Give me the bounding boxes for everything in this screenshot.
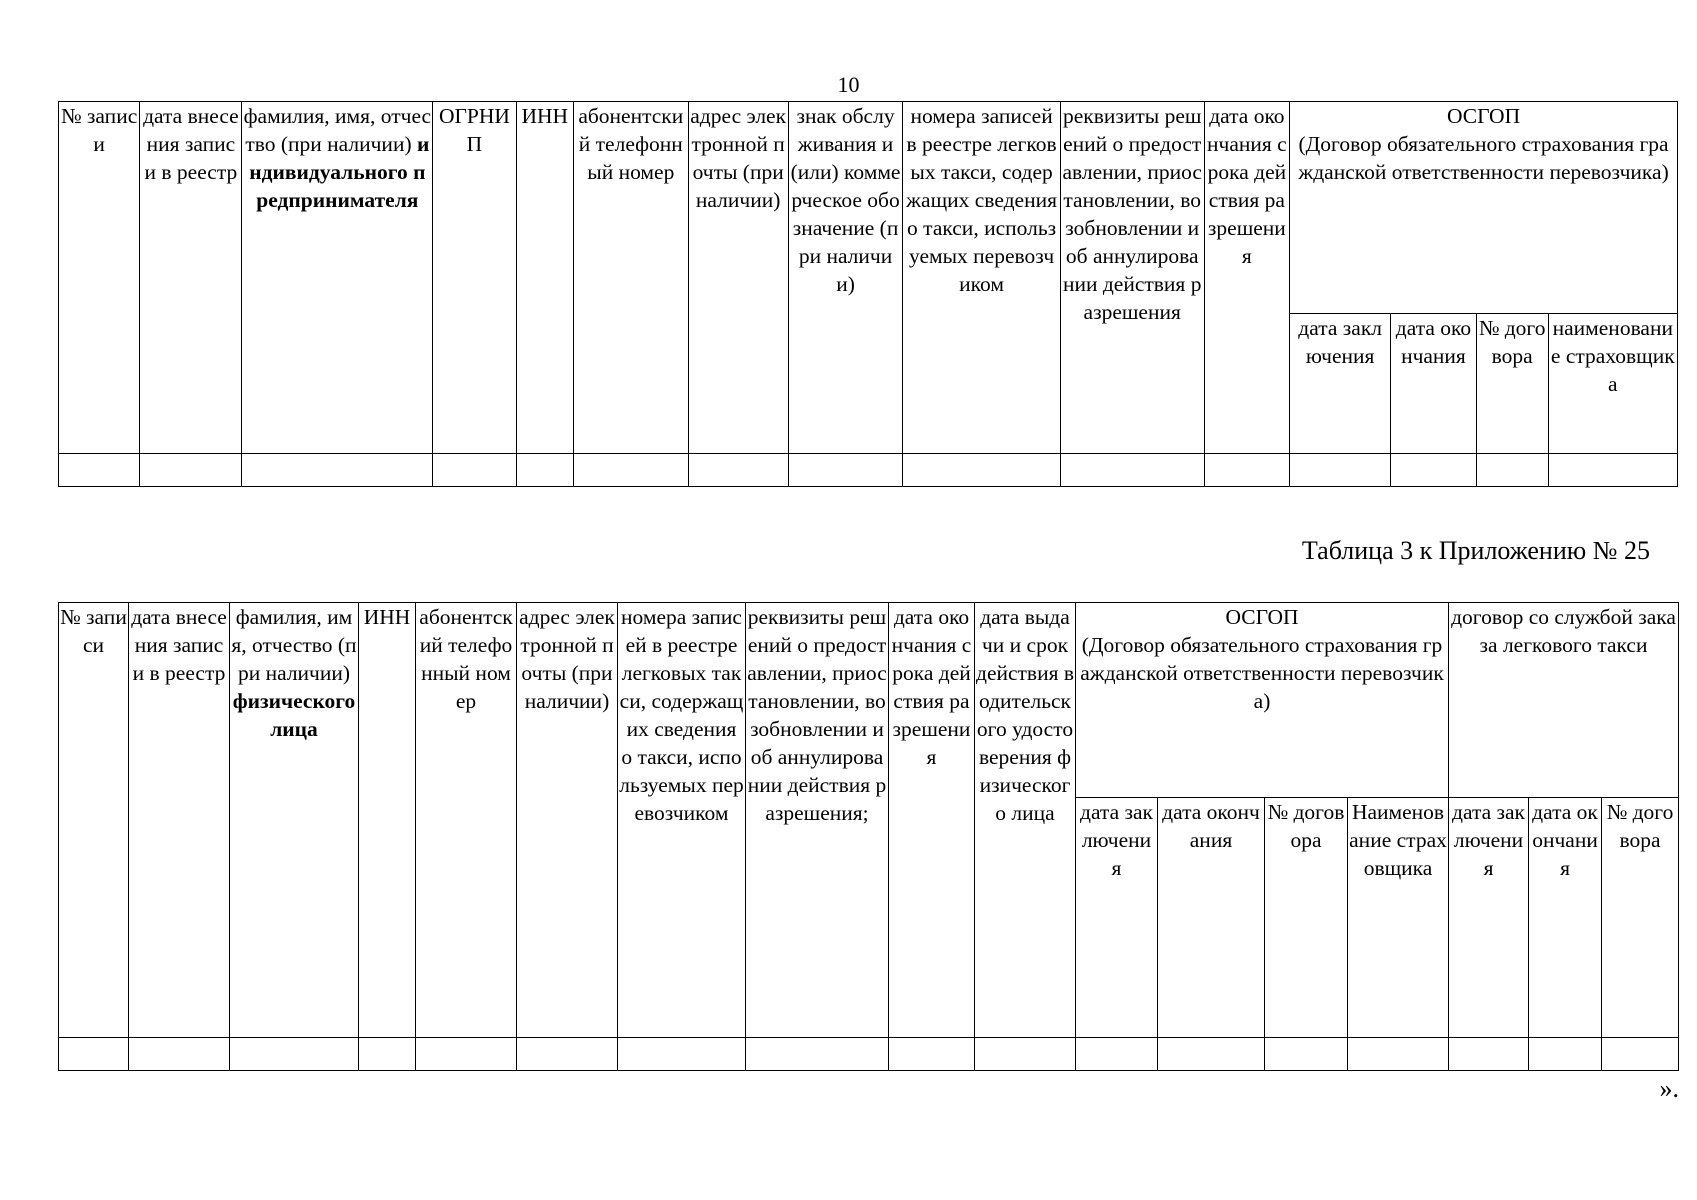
- header-osgop: ОСГОП (Договор обязательного страхования гражданской ответственности перевозчика): [1076, 603, 1449, 798]
- header-osgop-contract-no: № договора: [1265, 798, 1348, 1038]
- header-osgop-end: дата окончания: [1158, 798, 1265, 1038]
- table-cell: [1449, 1038, 1529, 1071]
- header-permit-end: дата окончания срока действия разрешения: [889, 603, 975, 1038]
- header-osgop-conclusion: дата заключения: [1290, 314, 1391, 454]
- header-service-mark: знак обслуживания и (или) коммерческое обозначение (при наличии): [788, 102, 903, 454]
- header-ogrnip: ОГРНИП: [433, 102, 516, 454]
- table-cell: [242, 454, 433, 487]
- page-number: 10: [837, 72, 860, 97]
- registry-table-individual-entrepreneurs: [58, 101, 1678, 487]
- table-cell: [129, 1038, 230, 1071]
- table-cell: [416, 1038, 517, 1071]
- table-cell: [1060, 454, 1204, 487]
- table-cell: [1548, 454, 1677, 487]
- table-cell: [1076, 1038, 1158, 1071]
- table-row: [59, 1038, 1679, 1071]
- header-dispatch-conclusion: дата заключения: [1449, 798, 1529, 1038]
- table-cell: [1476, 454, 1548, 487]
- header-registry-numbers: номера записей в реестре легковых такси, содержащих сведения о такси, используемых перевозчиком: [618, 603, 746, 1038]
- header-inn: ИНН: [516, 102, 573, 454]
- table-cell: [1602, 1038, 1679, 1071]
- table-cell: [618, 1038, 746, 1071]
- table-caption: Таблица 3 к Приложению № 25: [1301, 536, 1650, 565]
- table-cell: [573, 454, 688, 487]
- table-cell: [1158, 1038, 1265, 1071]
- table-cell: [688, 454, 788, 487]
- header-date-entry: дата внесения записи в реестр: [140, 102, 242, 454]
- table-cell: [140, 454, 242, 487]
- header-license-issue: дата выдачи и срок действия водительского удостоверения физического лица: [975, 603, 1076, 1038]
- header-decision-details: реквизиты решений о предоставлении, приостановлении, возобновлении и об аннулировании действия разрешения: [1060, 102, 1204, 454]
- table-cell: [59, 1038, 129, 1071]
- header-email: адрес электронной почты (при наличии): [688, 102, 788, 454]
- table-cell: [1290, 454, 1391, 487]
- table-cell: [516, 454, 573, 487]
- table-cell: [59, 454, 140, 487]
- header-fio: фамилия, имя, отчество (при наличии) индивидуального предпринимателя: [242, 102, 433, 454]
- table-cell: [517, 1038, 618, 1071]
- table-cell: [433, 454, 516, 487]
- table-cell: [1265, 1038, 1348, 1071]
- table-cell: [1348, 1038, 1449, 1071]
- header-osgop-conclusion: дата заключения: [1076, 798, 1158, 1038]
- header-entry-no: № записи: [59, 102, 140, 454]
- table-cell: [788, 454, 903, 487]
- table-cell: [359, 1038, 416, 1071]
- header-osgop: ОСГОП (Договор обязательного страхования гражданской ответственности перевозчика): [1290, 102, 1678, 314]
- header-osgop-contract-no: № договора: [1476, 314, 1548, 454]
- table-cell: [903, 454, 1060, 487]
- header-dispatch: договор со службой заказа легкового такси: [1449, 603, 1679, 798]
- header-registry-numbers: номера записей в реестре легковых такси, содержащих сведения о такси, используемых перевозчиком: [903, 102, 1060, 454]
- header-fio: фамилия, имя, отчество (при наличии) физического лица: [230, 603, 359, 1038]
- table-cell: [1391, 454, 1476, 487]
- header-entry-no: № записи: [59, 603, 129, 1038]
- registry-table-individuals: [58, 602, 1679, 1071]
- header-permit-end: дата окончания срока действия разрешения: [1204, 102, 1289, 454]
- header-dispatch-end: дата окончания: [1529, 798, 1602, 1038]
- header-osgop-insurer: Наименование страховщика: [1348, 798, 1449, 1038]
- header-date-entry: дата внесения записи в реестр: [129, 603, 230, 1038]
- header-phone: абонентский телефонный номер: [573, 102, 688, 454]
- table-cell: [746, 1038, 889, 1071]
- table-cell: [1204, 454, 1289, 487]
- table-row: [59, 454, 1678, 487]
- header-osgop-insurer: наименование страховщика: [1548, 314, 1677, 454]
- table-cell: [230, 1038, 359, 1071]
- table-cell: [1529, 1038, 1602, 1071]
- table-cell: [975, 1038, 1076, 1071]
- header-phone: абонентский телефонный номер: [416, 603, 517, 1038]
- header-dispatch-contract-no: № договора: [1602, 798, 1679, 1038]
- table-cell: [889, 1038, 975, 1071]
- closing-quote: ».: [1659, 1074, 1679, 1103]
- header-email: адрес электронной почты (при наличии): [517, 603, 618, 1038]
- header-inn: ИНН: [359, 603, 416, 1038]
- header-decision-details: реквизиты решений о предоставлении, приостановлении, возобновлении и об аннулировании действия разрешения;: [746, 603, 889, 1038]
- header-osgop-end: дата окончания: [1391, 314, 1476, 454]
